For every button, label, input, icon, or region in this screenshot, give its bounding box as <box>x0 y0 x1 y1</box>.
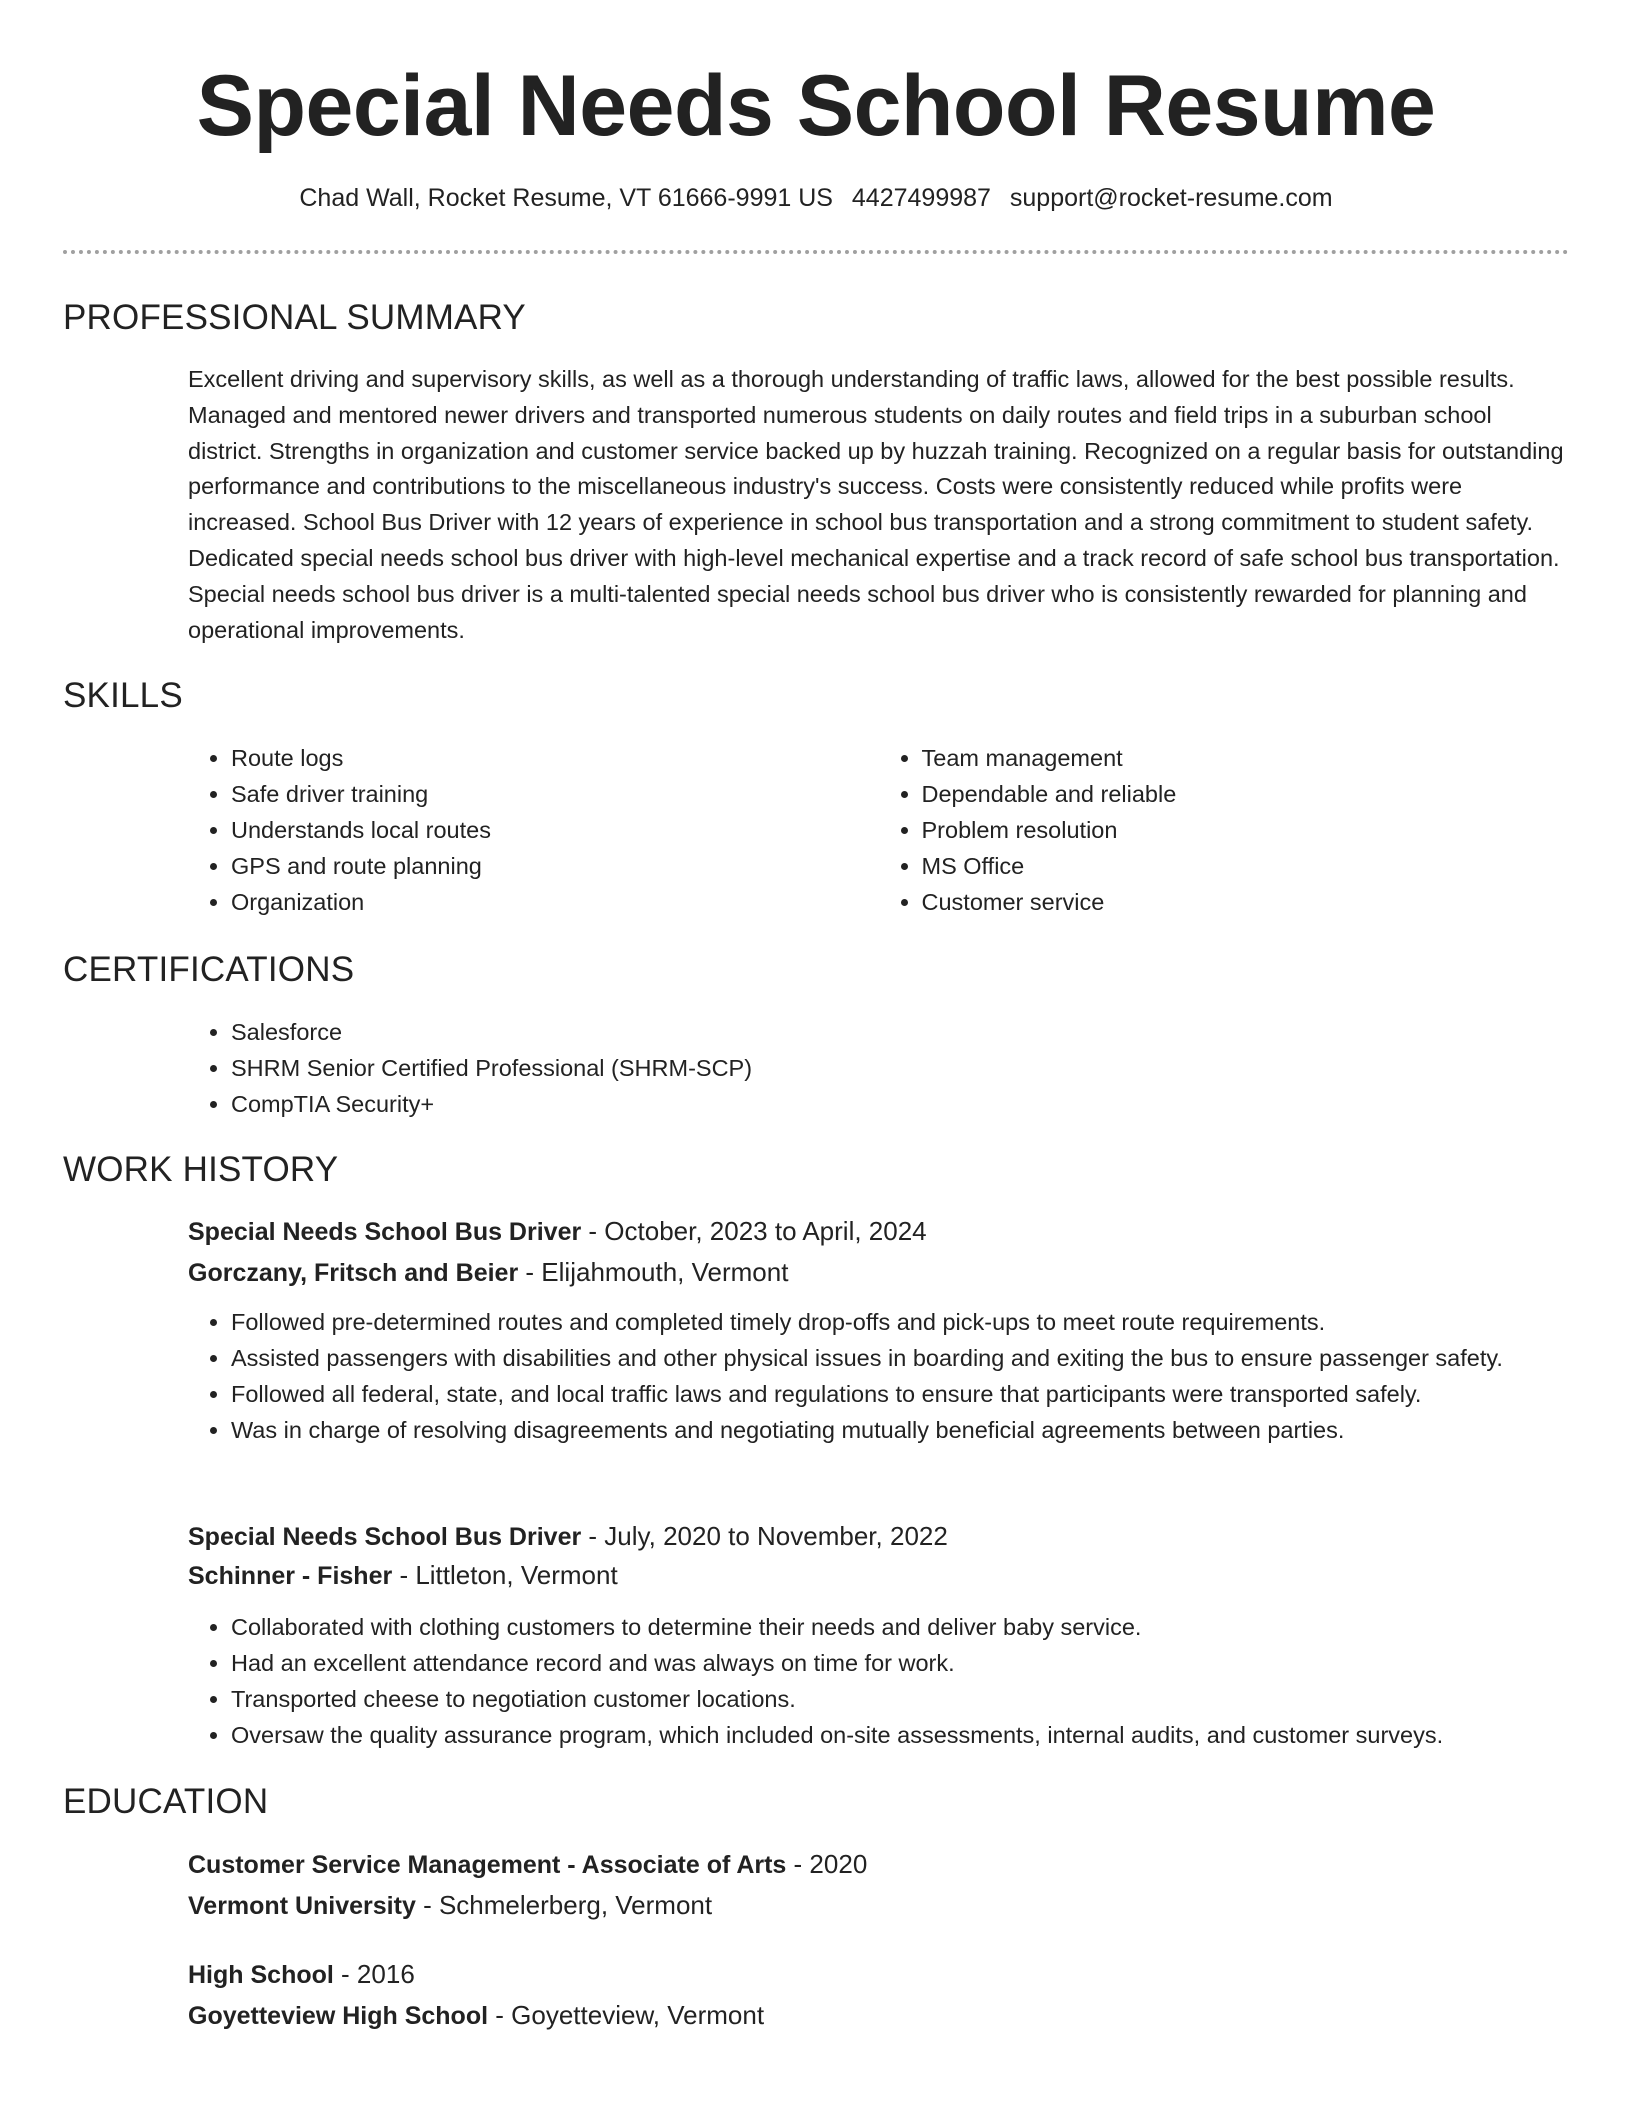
job-title-line <box>188 1517 1569 1556</box>
list-item: • Understands local routes <box>231 812 879 848</box>
list-item: • Customer service <box>922 884 1570 920</box>
list-item: • Oversaw the quality assurance program, which included on-site assessments, internal audits, and customer surveys. <box>231 1717 1569 1753</box>
job-title-line <box>188 1212 1569 1251</box>
summary-section <box>188 362 1569 648</box>
school-name: Goyetteview High School <box>188 2002 489 2030</box>
job-duties <box>188 1304 1569 1448</box>
list-item: • Collaborated with clothing customers to determine their needs and deliver baby service. <box>231 1609 1569 1645</box>
list-item: • Route logs <box>231 740 879 776</box>
list-item: • Team management <box>922 740 1570 776</box>
skills-column-right <box>879 740 1570 920</box>
job-title: Special Needs School Bus Driver <box>188 1523 582 1551</box>
school-line <box>188 1996 1569 2035</box>
degree: High School <box>188 1961 334 1989</box>
certifications-heading: CERTIFICATIONS <box>63 950 355 989</box>
list-item: • Organization <box>231 884 879 920</box>
header-divider <box>63 250 1569 254</box>
job-company-line <box>188 1253 1569 1292</box>
list-item: • Salesforce <box>231 1014 1569 1050</box>
school-location: - Schmelerberg, Vermont <box>415 1890 713 1920</box>
contact-address: Chad Wall, Rocket Resume, VT 61666-9991 US <box>299 184 833 212</box>
summary-text: Excellent driving and supervisory skills, as well as a thorough understanding of traffic laws, allowed for the best possible results. Managed and mentored newer drivers and transported numerous students on daily routes and field trips in a suburban school district. Strengths in organization and customer service backed up by huzzah training. Recognized on a regular basis for outstanding performance and contributions to the miscellaneous industry's success. Costs were consistently reduced while profits were increased. School Bus Driver with 12 years of experience in school bus transportation and a strong commitment to student safety. Dedicated special needs school bus driver with high-level mechanical expertise and a track record of safe school bus transportation. Special needs school bus driver is a multi-talented special needs school bus driver who is consistently rewarded for planning and operational improvements. <box>188 366 1564 643</box>
job-company-line <box>188 1556 1569 1595</box>
list-item: • SHRM Senior Certified Professional (SHRM-SCP) <box>231 1050 1569 1086</box>
job-dates: - October, 2023 to April, 2024 <box>581 1216 927 1246</box>
skills-column-left <box>188 740 879 920</box>
summary-heading: PROFESSIONAL SUMMARY <box>63 298 526 337</box>
graduation-year: - 2020 <box>786 1849 868 1879</box>
list-item: • Followed all federal, state, and local traffic laws and regulations to ensure that participants were transported safely. <box>231 1376 1569 1412</box>
job-company: Gorczany, Fritsch and Beier <box>188 1259 519 1287</box>
list-item: • Problem resolution <box>922 812 1570 848</box>
degree: Customer Service Management - Associate of Arts <box>188 1851 787 1879</box>
job-location: - Littleton, Vermont <box>392 1560 618 1590</box>
job-entry <box>188 1212 1569 1448</box>
skills-heading: SKILLS <box>63 676 183 715</box>
education-heading: EDUCATION <box>63 1782 269 1821</box>
certifications-section <box>188 1014 1569 1122</box>
job-title: Special Needs School Bus Driver <box>188 1218 582 1246</box>
job-dates: - July, 2020 to November, 2022 <box>581 1521 948 1551</box>
list-item: • GPS and route planning <box>231 848 879 884</box>
certifications-list <box>188 1014 1569 1122</box>
list-item: • Safe driver training <box>231 776 879 812</box>
list-item: • CompTIA Security+ <box>231 1086 1569 1122</box>
job-location: - Elijahmouth, Vermont <box>518 1257 789 1287</box>
list-item: • Had an excellent attendance record and was always on time for work. <box>231 1645 1569 1681</box>
list-item: • MS Office <box>922 848 1570 884</box>
work-history-heading: WORK HISTORY <box>63 1150 339 1189</box>
school-line <box>188 1886 1569 1925</box>
contact-line <box>0 181 1632 215</box>
list-item: • Dependable and reliable <box>922 776 1570 812</box>
list-item: • Followed pre-determined routes and completed timely drop-offs and pick-ups to meet route requirements. <box>231 1304 1569 1340</box>
degree-line <box>188 1955 1569 1994</box>
school-name: Vermont University <box>188 1892 416 1920</box>
contact-email: support@rocket-resume.com <box>1009 184 1333 212</box>
job-entry <box>188 1517 1569 1753</box>
graduation-year: - 2016 <box>333 1959 415 1989</box>
job-company: Schinner - Fisher <box>188 1562 393 1590</box>
skills-list <box>188 740 1569 920</box>
resume-title: Special Needs School Resume <box>196 58 1436 154</box>
contact-phone: 4427499987 <box>851 184 991 212</box>
school-location: - Goyetteview, Vermont <box>488 2000 765 2030</box>
education-entry <box>188 1845 1569 1925</box>
education-entry <box>188 1955 1569 2035</box>
degree-line <box>188 1845 1569 1884</box>
list-item: • Assisted passengers with disabilities and other physical issues in boarding and exiting the bus to ensure passenger safety. <box>231 1340 1569 1376</box>
list-item: • Transported cheese to negotiation customer locations. <box>231 1681 1569 1717</box>
list-item: • Was in charge of resolving disagreements and negotiating mutually beneficial agreements between parties. <box>231 1412 1569 1448</box>
job-duties <box>188 1609 1569 1753</box>
